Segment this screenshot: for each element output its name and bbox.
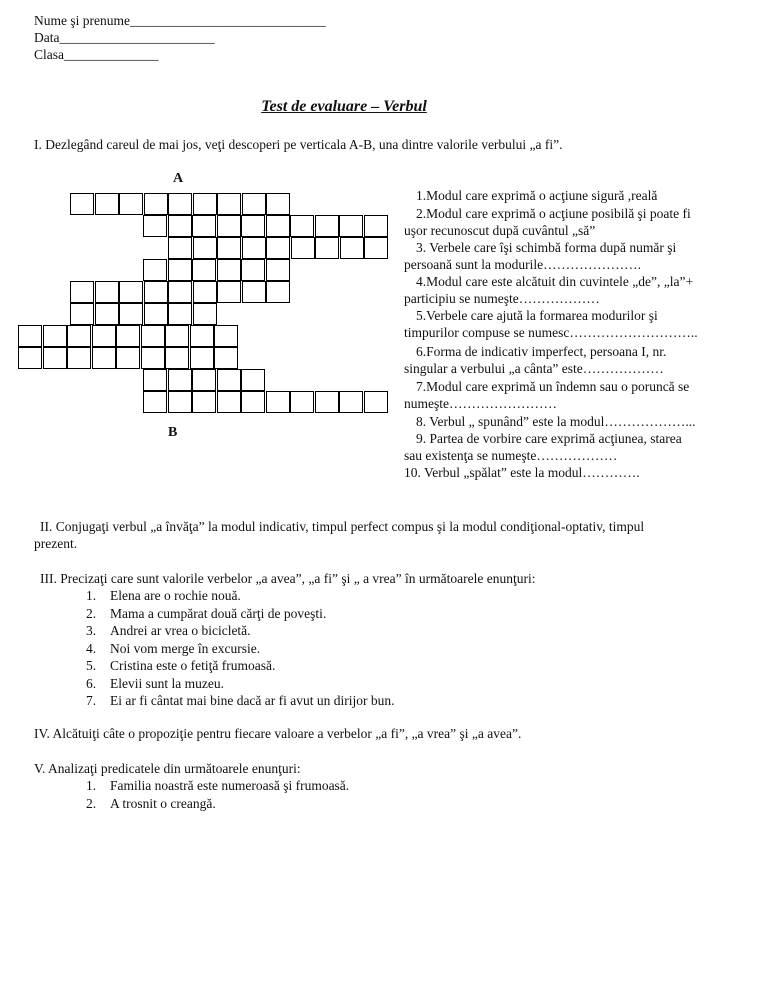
crossword-clue-line: 9. Partea de vorbire care exprimă acţiunea, starea — [416, 431, 682, 446]
crossword-cell[interactable] — [364, 237, 388, 259]
list-item-number: 3. — [86, 623, 97, 638]
crossword-cell[interactable] — [242, 281, 266, 303]
exercise-2-instruction-line2: prezent. — [34, 536, 78, 551]
crossword-cell[interactable] — [43, 325, 67, 347]
crossword-clue-line: 5.Verbele care ajută la formarea modurilor şi — [416, 308, 658, 323]
list-item-text: Cristina este o fetiţă frumoasă. — [110, 658, 276, 673]
crossword-cell[interactable] — [70, 303, 94, 325]
crossword-cell[interactable] — [67, 325, 91, 347]
crossword-cell[interactable] — [168, 281, 192, 303]
crossword-cell[interactable] — [290, 391, 314, 413]
crossword-cell[interactable] — [144, 193, 168, 215]
crossword-cell[interactable] — [70, 193, 94, 215]
crossword-cell[interactable] — [168, 237, 192, 259]
crossword-cell[interactable] — [217, 193, 241, 215]
list-item — [86, 605, 395, 623]
list-item-text: Elevii sunt la muzeu. — [110, 675, 224, 691]
crossword-cell[interactable] — [290, 215, 314, 237]
crossword-cell[interactable] — [165, 325, 189, 347]
crossword-cell[interactable] — [95, 281, 119, 303]
crossword-cell[interactable] — [340, 237, 364, 259]
crossword-clue — [404, 430, 756, 464]
list-item-text: Elena are o rochie nouă. — [110, 588, 241, 603]
crossword-cell[interactable] — [315, 391, 339, 413]
crossword-cell[interactable] — [144, 281, 168, 303]
crossword-cell[interactable] — [241, 369, 265, 391]
crossword-cell[interactable] — [67, 347, 91, 369]
crossword-cell[interactable] — [339, 391, 363, 413]
crossword-cell[interactable] — [168, 303, 192, 325]
crossword-clue-line: 6.Forma de indicativ imperfect, persoana I, nr. — [416, 344, 667, 359]
crossword-cell[interactable] — [339, 215, 363, 237]
crossword-cell[interactable] — [116, 347, 140, 369]
crossword-clue-line: sau existenţa se numeşte……………… — [404, 448, 618, 463]
crossword-cell[interactable] — [143, 215, 167, 237]
crossword-cell[interactable] — [168, 259, 192, 281]
list-item-number: 4. — [86, 640, 97, 656]
crossword-cell[interactable] — [144, 303, 168, 325]
list-item — [86, 587, 395, 605]
crossword-cell[interactable] — [214, 325, 238, 347]
crossword-cell[interactable] — [141, 347, 165, 369]
crossword-cell[interactable] — [291, 237, 315, 259]
list-item — [86, 675, 395, 693]
list-item — [86, 657, 395, 675]
crossword-clue — [404, 273, 756, 307]
list-item — [86, 692, 395, 710]
list-item-number: 7. — [86, 693, 97, 708]
exercise-3-instruction: III. Precizaţi care sunt valorile verbelor „a avea”, „a fi” şi „ a vrea” în următoarele enunţuri: — [40, 571, 536, 586]
exercise-1-instruction: I. Dezlegând careul de mai jos, veţi descoperi pe verticala A-B, una dintre valorile verbului „a fi”. — [34, 137, 563, 152]
crossword-clue — [404, 239, 756, 273]
crossword-clue — [404, 205, 756, 239]
crossword-cell[interactable] — [217, 259, 241, 281]
crossword-cell[interactable] — [193, 193, 217, 215]
crossword-cell[interactable] — [168, 391, 192, 413]
crossword-cell[interactable] — [241, 215, 265, 237]
crossword-clue — [404, 464, 756, 481]
crossword-cell[interactable] — [193, 237, 217, 259]
crossword-clue-line: 4.Modul care este alcătuit din cuvintele „de”, „la”+ — [416, 274, 694, 289]
crossword-cell[interactable] — [242, 193, 266, 215]
list-item-number: 6. — [86, 675, 97, 691]
list-item-number: 2. — [86, 795, 97, 811]
page-title: Test de evaluare – Verbul — [261, 98, 427, 115]
crossword-cell[interactable] — [192, 259, 216, 281]
crossword-cell[interactable] — [192, 215, 216, 237]
crossword-cell[interactable] — [119, 193, 143, 215]
crossword-cell[interactable] — [43, 347, 67, 369]
crossword-cell[interactable] — [266, 237, 290, 259]
crossword-cell[interactable] — [217, 281, 241, 303]
crossword-cell[interactable] — [266, 259, 290, 281]
crossword-cell[interactable] — [168, 215, 192, 237]
crossword-cell[interactable] — [266, 193, 290, 215]
name-field-label: Nume şi prenume_____________________________ — [34, 13, 326, 28]
crossword-cell[interactable] — [95, 193, 119, 215]
crossword-cell[interactable] — [92, 325, 116, 347]
crossword-clue-line: 7.Modul care exprimă un îndemn sau o poruncă se — [416, 379, 690, 394]
crossword-cell[interactable] — [119, 303, 143, 325]
crossword-clue — [404, 343, 756, 377]
crossword-cell[interactable] — [364, 215, 388, 237]
crossword-cell[interactable] — [315, 237, 339, 259]
list-item-text: Familia noastră este numeroasă şi frumoasă. — [110, 778, 350, 793]
crossword-cell[interactable] — [266, 281, 290, 303]
crossword-cell[interactable] — [95, 303, 119, 325]
list-item-number: 2. — [86, 605, 97, 621]
crossword-clue-line: numeşte…………………… — [404, 396, 557, 411]
crossword-cell[interactable] — [193, 281, 217, 303]
crossword-cell[interactable] — [168, 369, 192, 391]
crossword-cell[interactable] — [266, 215, 290, 237]
crossword-cell[interactable] — [192, 391, 216, 413]
crossword-cell[interactable] — [92, 347, 116, 369]
crossword-clue-line: uşor recunoscut după cuvântul „să” — [404, 223, 596, 238]
crossword-cell[interactable] — [193, 303, 217, 325]
crossword-label-a: A — [173, 171, 184, 186]
list-item-number: 1. — [86, 778, 97, 793]
list-item — [86, 640, 395, 658]
list-item-text: Mama a cumpărat două cărţi de poveşti. — [110, 605, 327, 621]
list-item — [86, 777, 349, 795]
crossword-clue-line: 3. Verbele care îşi schimbă forma după număr şi — [416, 240, 677, 255]
crossword-cell[interactable] — [190, 325, 214, 347]
crossword-cell[interactable] — [190, 347, 214, 369]
crossword-clue — [404, 307, 756, 341]
list-item — [86, 622, 395, 640]
crossword-clue-line: 1.Modul care exprimă o acţiune sigură ,reală — [416, 188, 658, 203]
crossword-clue-line: 10. Verbul „spălat” este la modul…………. — [404, 465, 640, 480]
crossword-cell[interactable] — [242, 237, 266, 259]
crossword-cell[interactable] — [143, 259, 167, 281]
crossword-cell[interactable] — [116, 325, 140, 347]
crossword-clue-line: persoană sunt la modurile…………………. — [404, 257, 641, 272]
crossword-cell[interactable] — [266, 391, 290, 413]
crossword-cell[interactable] — [143, 369, 167, 391]
crossword-clue-line: 2.Modul care exprimă o acţiune posibilă şi poate fi — [416, 206, 691, 221]
list-item-text: Ei ar fi cântat mai bine dacă ar fi avut un dirijor bun. — [110, 693, 395, 708]
crossword-clue-line: participiu se numeşte……………… — [404, 291, 600, 306]
list-item — [86, 795, 349, 813]
date-field-label: Data_______________________ — [34, 30, 215, 45]
exercise-5-instruction: V. Analizaţi predicatele din următoarele enunţuri: — [34, 761, 301, 776]
crossword-cell[interactable] — [241, 259, 265, 281]
list-item-text: A trosnit o creangă. — [110, 795, 216, 811]
crossword-cell[interactable] — [217, 369, 241, 391]
crossword-clue-line: timpurilor compuse se numesc……………………….. — [404, 325, 698, 340]
crossword-clue-line: 8. Verbul „ spunând” este la modul………………... — [416, 414, 696, 429]
list-item-text: Andrei ar vrea o bicicletă. — [110, 623, 251, 638]
exercise-5-sentence-list — [86, 777, 349, 812]
crossword-clue-line: singular a verbului „a cânta” este……………… — [404, 361, 664, 376]
crossword-cell[interactable] — [18, 325, 42, 347]
exercise-2-instruction-line1: II. Conjugaţi verbul „a învăţa” la modul indicativ, timpul perfect compus şi la modul condiţional-optativ, timpul — [40, 519, 645, 534]
crossword-cell[interactable] — [141, 325, 165, 347]
exercise-4-instruction: IV. Alcătuiţi câte o propoziţie pentru fiecare valoare a verbelor „a fi”, „a vrea” şi „a avea”. — [34, 726, 522, 741]
crossword-label-b: B — [168, 425, 178, 440]
crossword-clue — [404, 413, 756, 430]
crossword-cell[interactable] — [315, 215, 339, 237]
crossword-cell[interactable] — [214, 347, 238, 369]
crossword-cell[interactable] — [70, 281, 94, 303]
list-item-text: Noi vom merge în excursie. — [110, 640, 261, 656]
crossword-cell[interactable] — [119, 281, 143, 303]
crossword-cell[interactable] — [168, 193, 192, 215]
crossword-cell[interactable] — [18, 347, 42, 369]
crossword-clue — [404, 378, 756, 412]
exercise-3-sentence-list — [86, 587, 395, 710]
crossword-cell[interactable] — [364, 391, 388, 413]
crossword-cell[interactable] — [217, 237, 241, 259]
list-item-number: 5. — [86, 658, 97, 673]
crossword-cell[interactable] — [217, 391, 241, 413]
class-field-label: Clasa______________ — [34, 47, 159, 62]
crossword-cell[interactable] — [217, 215, 241, 237]
list-item-number: 1. — [86, 588, 97, 603]
crossword-cell[interactable] — [165, 347, 189, 369]
crossword-clue — [404, 187, 756, 204]
crossword-cell[interactable] — [241, 391, 265, 413]
crossword-cell[interactable] — [192, 369, 216, 391]
crossword-cell[interactable] — [143, 391, 167, 413]
